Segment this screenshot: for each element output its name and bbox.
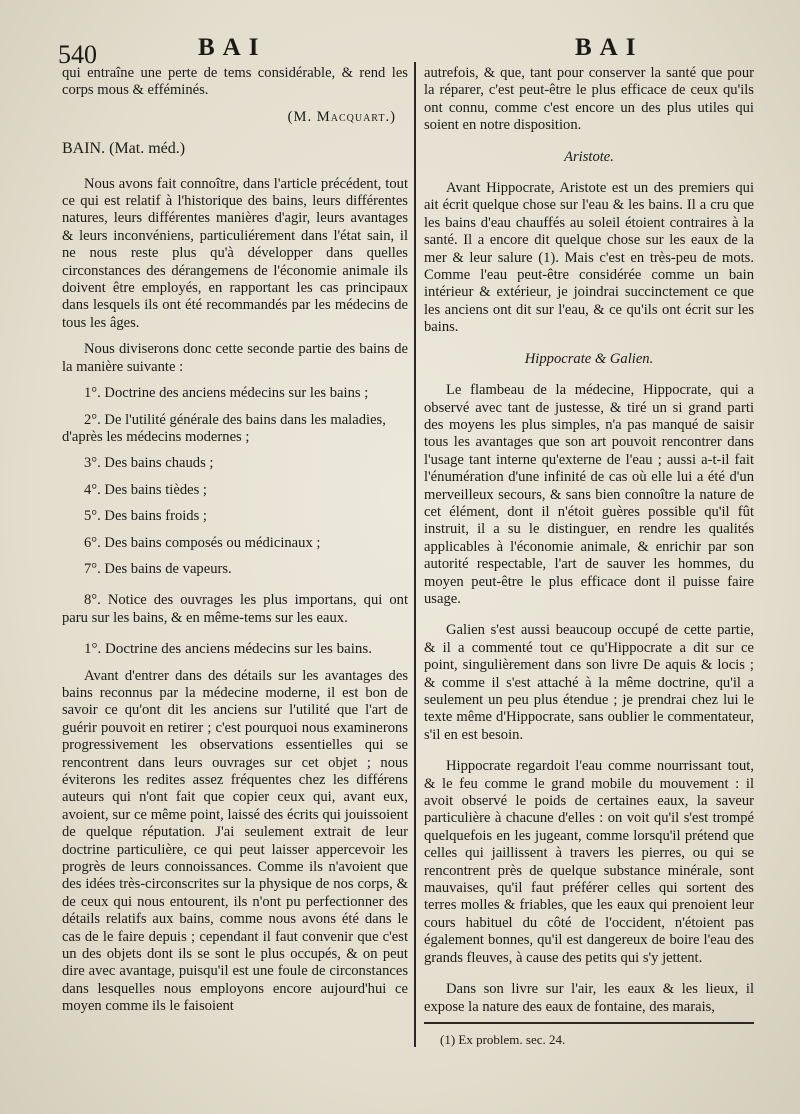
body-paragraph: Galien s'est aussi beaucoup occupé de cette partie, & il a commenté tout ce qu'Hippocrate a dit sur ce point, singulièrement dans son livre De aquis & locis ; & comme il s'est attaché à la même doctrine, qu'il a seulement un peu plus étendue ; je prendrai chez lui le texte même d'Hippocrate, sans oublier le commentateur, s'il en est besoin. <box>424 622 754 743</box>
list-item: 8°. Notice des ouvrages les plus importans, qui ont paru sur les bains, & en même-tems sur les eaux. <box>62 592 408 626</box>
division-paragraph: Nous diviserons donc cette seconde partie des bains de la manière suivante : <box>62 341 408 375</box>
body-paragraph: Avant d'entrer dans des détails sur les avantages des bains reconnus par la médecine moderne, il est bon de savoir ce qu'ont dit les anciens sur l'utilité que l'art de guérir pouvoit en retirer ; c'est pourquoi nous examinerons progressivement les observations essentielles qui se rencontrent dans leurs ouvrages sur cet objet ; nous éviterons les redites assez fréquentes chez les différens auteurs qui n'ont fait que copier ceux qui, avant eux, avoient, sur ce même point, laissé des écrits qui jouissoient de quelque réputation. J'ai seulement extrait de leur doctrine particulière, ce qui peut laisser appercevoir les progrès de leurs connoissances. Comme ils n'avoient que des idées très-circonscrites sur la physique de nos corps, & de ceux qui nous entourent, ils n'ont pu perfectionner des détails relatifs aux bains, comme nous avons été dans le cas de le faire depuis ; cependant il faut convenir que c'est un des objets dont ils se sont le plus occupés, & on peut dire avec avantage, puisqu'il est une foule de circonstances dans lesquelles nous employons encore aujourd'hui ce moyen comme ils le faisoient <box>62 667 408 1015</box>
body-paragraph: Le flambeau de la médecine, Hippocrate, qui a observé avec tant de justesse, & tiré un si grand parti des moyens les plus simples, n'a pas manqué de saisir tous les avantages que son art pouvoit rencontrer dans l'usage tant interne qu'externe de l'eau ; aussi a-t-il fait l'énumération d'une infinité de cas où elle lui a été d'un merveilleux secours, & sans bien connoître la nature de cet élément, dont il n'étoit guères possible qu'il fût instruit, il a su le distinguer, en rendre les qualités applicables à l'économie animale, & enrichir par son autorité respectable, l'art de sauver les hommes, du moyen peut-être le plus efficace dont il puisse faire usage. <box>424 382 754 607</box>
left-column <box>62 65 408 1016</box>
list-item: 2°. De l'utilité générale des bains dans les maladies, d'après les médecins modernes ; <box>62 411 386 445</box>
article-heading: BAIN. (Mat. méd.) <box>62 140 186 158</box>
intro-paragraph: Nous avons fait connoître, dans l'article précédent, tout ce qui est relatif à l'historique des bains, leurs différentes natures, leurs différentes manières d'agir, leurs avantages & leurs inconvéniens, particuliérement dans l'état sain, il ne nous reste plus qu'à développer dans quelles circonstances des dérangemens de l'économie animale ils doivent être employés, en rapportant les cas principaux dans lesquels ils ont été recommandés par les médecins de tous les âges. <box>62 175 408 331</box>
list-item: 1°. Doctrine des anciens médecins sur les bains ; <box>84 385 369 402</box>
running-head-right: BAI <box>575 34 644 61</box>
section-heading: 1°. Doctrine des anciens médecins sur les bains. <box>84 641 373 658</box>
continued-paragraph: autrefois, & que, tant pour conserver la santé que pour la réparer, c'est peut-être le plus efficace de ceux qu'ils ont connu, comme c'est encore un des plus utiles qui soient en notre disposition. <box>424 65 754 134</box>
footnote-rule <box>424 1022 754 1024</box>
section-heading-hippocrate: Hippocrate & Galien. <box>524 350 654 367</box>
page-number: 540 <box>58 40 97 69</box>
list-item: 7°. Des bains de vapeurs. <box>84 560 232 577</box>
list-item: 5°. Des bains froids ; <box>84 508 207 525</box>
running-head-left: BAI <box>198 34 267 61</box>
column-divider <box>414 62 416 1047</box>
continued-paragraph: qui entraîne une perte de tems considérable, & rend les corps mous & efféminés. <box>62 65 408 99</box>
body-paragraph: Avant Hippocrate, Aristote est un des premiers qui ait écrit quelque chose sur l'eau & les bains. Il a cru que les bains d'eau chauffés au soleil étoient contraires à la santé. Il a encore dit quelque chose sur les eaux de la mer & leur salure (1). Mais c'est en très-peu de mots. Comme l'eau peut-être considérée comme un bain intérieur & extérieur, je joindrai succinctement ce que les anciens ont dit sur l'eau, & ce qu'ils ont écrit sur les bains. <box>424 180 754 336</box>
author-signature: (M. Macquart.) <box>287 108 396 125</box>
footnote: (1) Ex problem. sec. 24. <box>440 1032 566 1047</box>
body-paragraph: Hippocrate regardoit l'eau comme nourrissant tout, & le feu comme le grand mobile du mouvement : il avoit observé le poids de certaines eaux, la saveur particulière à chacune d'elles : on voit qu'il s'est trompé quelquefois en les jugeant, comme lorsqu'il prétend que celles qui jaillissent à travers les pierres, ou qui se rencontrent près de quelque substance minérale, sont mauvaises, qu'il faut préférer celles qui sortent des terres molles & friables, que les eaux qui prenoient leur cours habituel du côté de l'occident, n'étoient pas également bonnes, qu'il est dangereux de boire l'eau des grands fleuves, à cause des petits qui s'y jettent. <box>424 758 754 966</box>
right-column <box>424 65 754 1016</box>
list-item: 3°. Des bains chauds ; <box>84 455 214 472</box>
body-paragraph: Dans son livre sur l'air, les eaux & les lieux, il expose la nature des eaux de fontaine, des marais, <box>424 981 754 1015</box>
section-heading-aristote: Aristote. <box>564 148 614 165</box>
list-item: 4°. Des bains tièdes ; <box>84 481 207 498</box>
list-item: 6°. Des bains composés ou médicinaux ; <box>84 534 321 551</box>
